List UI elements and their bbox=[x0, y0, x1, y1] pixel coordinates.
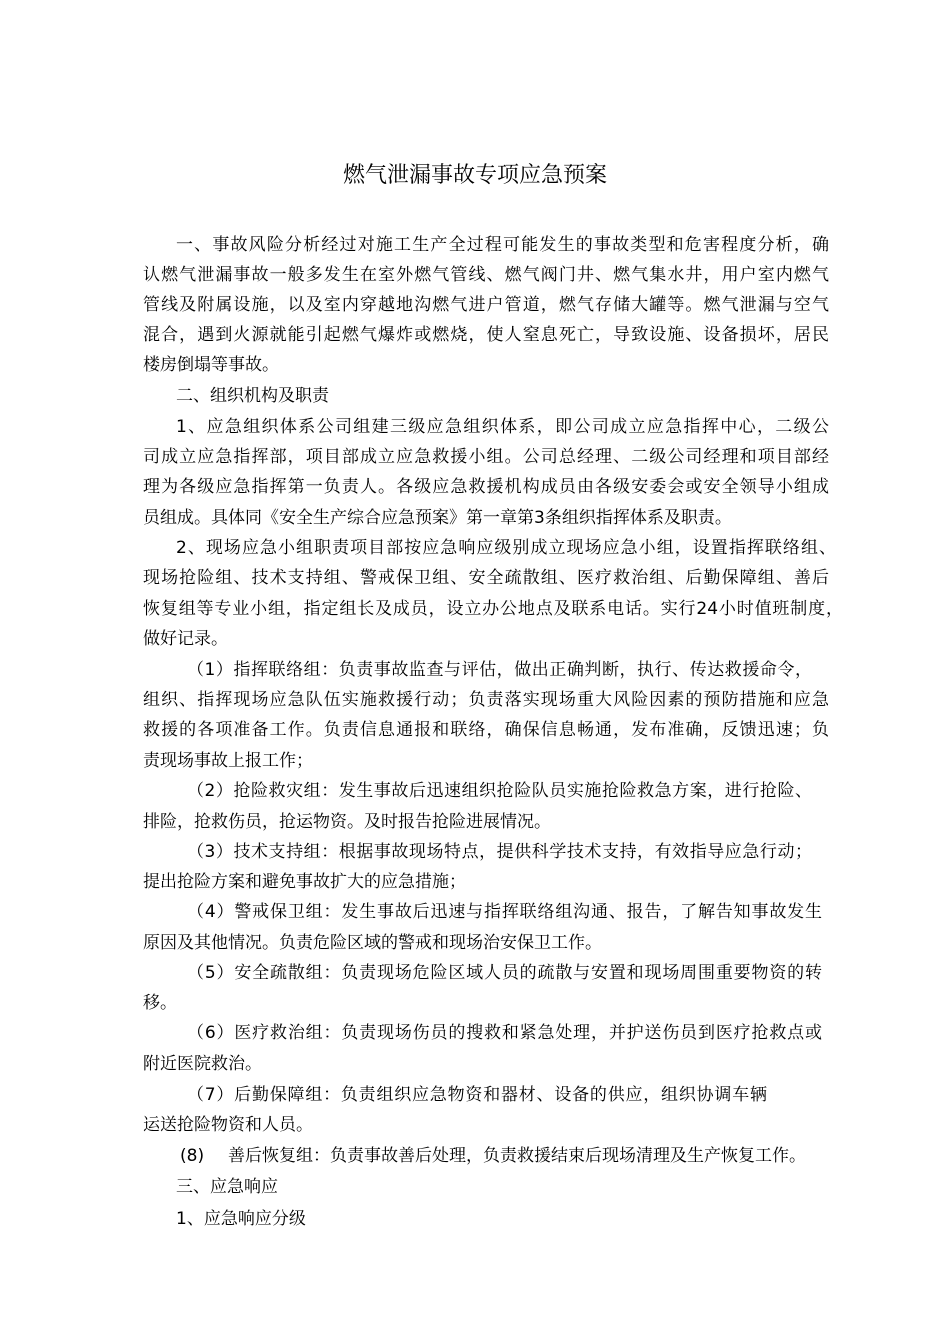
list-item-8 bbox=[180, 1141, 806, 1171]
list-item-text: 善后恢复组：负责事故善后处理，负责救援结束后现场清理及生产恢复工作。 bbox=[228, 1146, 806, 1166]
paragraph-line: 2、现场应急小组职责项目部按应急响应级别成立现场应急小组，设置指挥联络组、 bbox=[176, 538, 836, 558]
paragraph-line: 管线及附属设施，以及室内穿越地沟燃气进户管道，燃气存储大罐等。燃气泄漏与空气 bbox=[143, 295, 829, 315]
section-heading: 二、组织机构及职责 bbox=[176, 386, 329, 406]
paragraph-line: 1、应急组织体系公司组建三级应急组织体系，即公司成立应急指挥中心，二级公 bbox=[176, 417, 829, 437]
list-item-line: （7）后勤保障组：负责组织应急物资和器材、设备的供应，组织协调车辆 bbox=[187, 1085, 767, 1105]
paragraph-line: 理为各级应急指挥第一负责人。各级应急救援机构成员由各级安委会或安全领导小组成 bbox=[143, 477, 829, 497]
paragraph-line: 恢复组等专业小组，指定组长及成员，设立办公地点及联系电话。实行24小时值班制度， bbox=[143, 599, 843, 619]
list-item-line: （2）抢险救灾组：发生事故后迅速组织抢险队员实施抢险救急方案，进行抢险、 bbox=[187, 781, 812, 801]
paragraph-line: 一、事故风险分析经过对施工生产全过程可能发生的事故类型和危害程度分析，确 bbox=[176, 235, 829, 255]
document-title: 燃气泄漏事故专项应急预案 bbox=[342, 163, 607, 188]
paragraph-line: 员组成。具体同《安全生产综合应急预案》第一章第3条组织指挥体系及职责。 bbox=[143, 508, 732, 528]
list-item-line: 提出抢险方案和避免事故扩大的应急措施； bbox=[143, 872, 466, 892]
subsection-heading: 1、应急响应分级 bbox=[176, 1209, 306, 1229]
list-item-line: （6）医疗救治组：负责现场伤员的搜救和紧急处理，并护送伤员到医疗抢救点或 bbox=[187, 1023, 822, 1043]
list-item-line: 责现场事故上报工作； bbox=[143, 751, 313, 771]
paragraph-line: 现场抢险组、技术支持组、警戒保卫组、安全疏散组、医疗救治组、后勤保障组、善后 bbox=[143, 568, 829, 588]
list-item-line: （3）技术支持组：根据事故现场特点，提供科学技术支持，有效指导应急行动； bbox=[187, 842, 812, 862]
list-item-number: (8) bbox=[180, 1146, 205, 1166]
list-item-line: （4）警戒保卫组：发生事故后迅速与指挥联络组沟通、报告，了解告知事故发生 bbox=[187, 902, 822, 922]
paragraph-line: 做好记录。 bbox=[143, 629, 228, 649]
paragraph-line: 司成立应急指挥部，项目部成立应急救援小组。公司总经理、二级公司经理和项目部经 bbox=[143, 447, 829, 467]
list-item-line: 附近医院救治。 bbox=[143, 1054, 262, 1074]
section-heading: 三、应急响应 bbox=[176, 1177, 278, 1197]
list-item-line: 原因及其他情况。负责危险区域的警戒和现场治安保卫工作。 bbox=[143, 933, 602, 953]
list-item-line: 排险，抢救伤员，抢运物资。及时报告抢险进展情况。 bbox=[143, 812, 551, 832]
paragraph-line: 楼房倒塌等事故。 bbox=[143, 355, 279, 375]
list-item-line: 运送抢险物资和人员。 bbox=[143, 1115, 313, 1135]
list-item-line: （1）指挥联络组：负责事故监查与评估，做出正确判断，执行、传达救援命令， bbox=[187, 660, 812, 680]
list-item-line: 救援的各项准备工作。负责信息通报和联络，确保信息畅通，发布准确，反馈迅速；负 bbox=[143, 720, 829, 740]
paragraph-line: 认燃气泄漏事故一般多发生在室外燃气管线、燃气阀门井、燃气集水井，用户室内燃气 bbox=[143, 265, 829, 285]
list-item-line: 移。 bbox=[143, 993, 177, 1013]
list-item-line: 组织、指挥现场应急队伍实施救援行动；负责落实现场重大风险因素的预防措施和应急 bbox=[143, 690, 829, 710]
paragraph-line: 混合，遇到火源就能引起燃气爆炸或燃烧，使人窒息死亡，导致设施、设备损坏，居民 bbox=[143, 325, 829, 345]
list-item-line: （5）安全疏散组：负责现场危险区域人员的疏散与安置和现场周围重要物资的转 bbox=[187, 963, 822, 983]
